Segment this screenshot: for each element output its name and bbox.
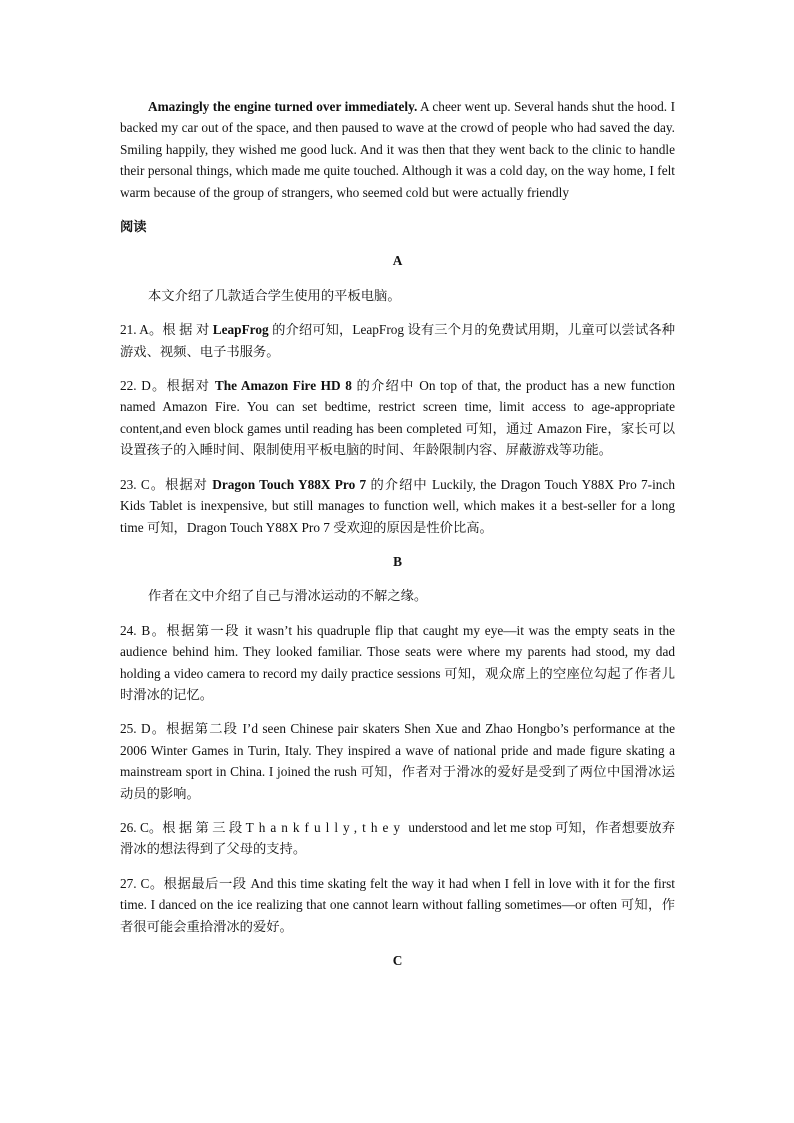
answer-23-bold: Dragon Touch Y88X Pro 7: [212, 476, 367, 492]
answer-27: 27. C。根据最后一段 And this time skating felt the way it had when I fell in love with it for the first time. I danced on the ice realizing that one cannot learn without falling sometimes—or often 可知，作者很可能会重拾滑冰的爱好。: [120, 875, 675, 934]
answer-23-prefix: 23. C。根据对: [120, 476, 213, 492]
section-a-summary: 本文介绍了几款适合学生使用的平板电脑。: [148, 287, 401, 303]
section-c-label: C: [392, 953, 403, 968]
answer-21: [120, 319, 675, 362]
intro-paragraph: [120, 96, 675, 203]
answer-25: 25. D。根据第二段 I’d seen Chinese pair skaters Shen Xue and Zhao Hongbo’s performance at the 2006 Winter Games in Turin, Italy. They inspired a wave of national pride and made figure skating a mainstream sport in China. I joined the rush 可知，作者对于滑冰的爱好是受到了两位中国滑冰运动员的影响。: [120, 721, 675, 801]
answer-22: [120, 375, 675, 461]
answer-26-prefix: 26. C。根 据 第 三 段: [120, 819, 246, 835]
intro-bold-lead: Amazingly the engine turned over immediately.: [148, 99, 418, 114]
section-a-label: A: [392, 253, 403, 269]
answer-22-text: 的介绍中 On top of that, the product has a new function named Amazon Fire. You can set bedtime, restrict screen time, limit access to age-appropriate content,and even block games until reading has been completed 可知，通过 Amazon Fire，家长可以设置孩子的入睡时间、限制使用平板电脑的时间、年龄限制内容、屏蔽游戏等功能。: [120, 378, 675, 458]
answer-26: [120, 817, 675, 860]
document-page: [120, 96, 675, 984]
answer-23-text: 的介绍中 Luckily, the Dragon Touch Y88X Pro 7-inch Kids Tablet is inexpensive, but still manages to function well, which makes it a best-seller for a long time 可知，Dragon Touch Y88X Pro 7 受欢迎的原因是性价比高。: [120, 476, 676, 535]
answer-26-text: understood and let me stop 可知，作者想要放弃滑冰的想法得到了父母的支持。: [120, 819, 676, 857]
answer-24: 24. B。根据第一段 it wasn’t his quadruple flip that caught my eye—it was the empty seats in the audience behind him. They looked familiar. Those seats were where my parents had stood, my dad holding a video camera to record my daily practice sessions 可知，观众席上的空座位勾起了作者儿时滑冰的记忆。: [120, 622, 675, 702]
answer-26-spaced: Thankfully,they: [245, 819, 406, 835]
answer-21-text: 的介绍可知，LeapFrog 设有三个月的免费试用期，儿童可以尝试各种游戏、视频、电子书服务。: [120, 322, 676, 359]
reading-heading: 阅读: [120, 219, 147, 235]
answer-21-prefix: 21. A。根 据 对: [120, 322, 213, 338]
answer-22-prefix: 22. D。根据对: [120, 378, 215, 394]
intro-text: A cheer went up. Several hands shut the hood. I backed my car out of the space, and then paused to wave at the crowd of people who had saved the day. Smiling happily, they wished me good luck. And it was then that they went back to the clinic to handle their personal things, which made me quite touched. Although it was a cold day, on the way home, I felt warm because of the group of strangers, who seemed cold but were actually friendly: [120, 99, 676, 200]
answer-23: [120, 474, 675, 538]
section-b-label: B: [393, 553, 402, 569]
section-b-summary: 作者在文中介绍了自己与滑冰运动的不解之缘。: [148, 588, 428, 604]
answer-22-bold: The Amazon Fire HD 8: [214, 378, 352, 394]
answer-21-bold: LeapFrog: [212, 322, 269, 338]
